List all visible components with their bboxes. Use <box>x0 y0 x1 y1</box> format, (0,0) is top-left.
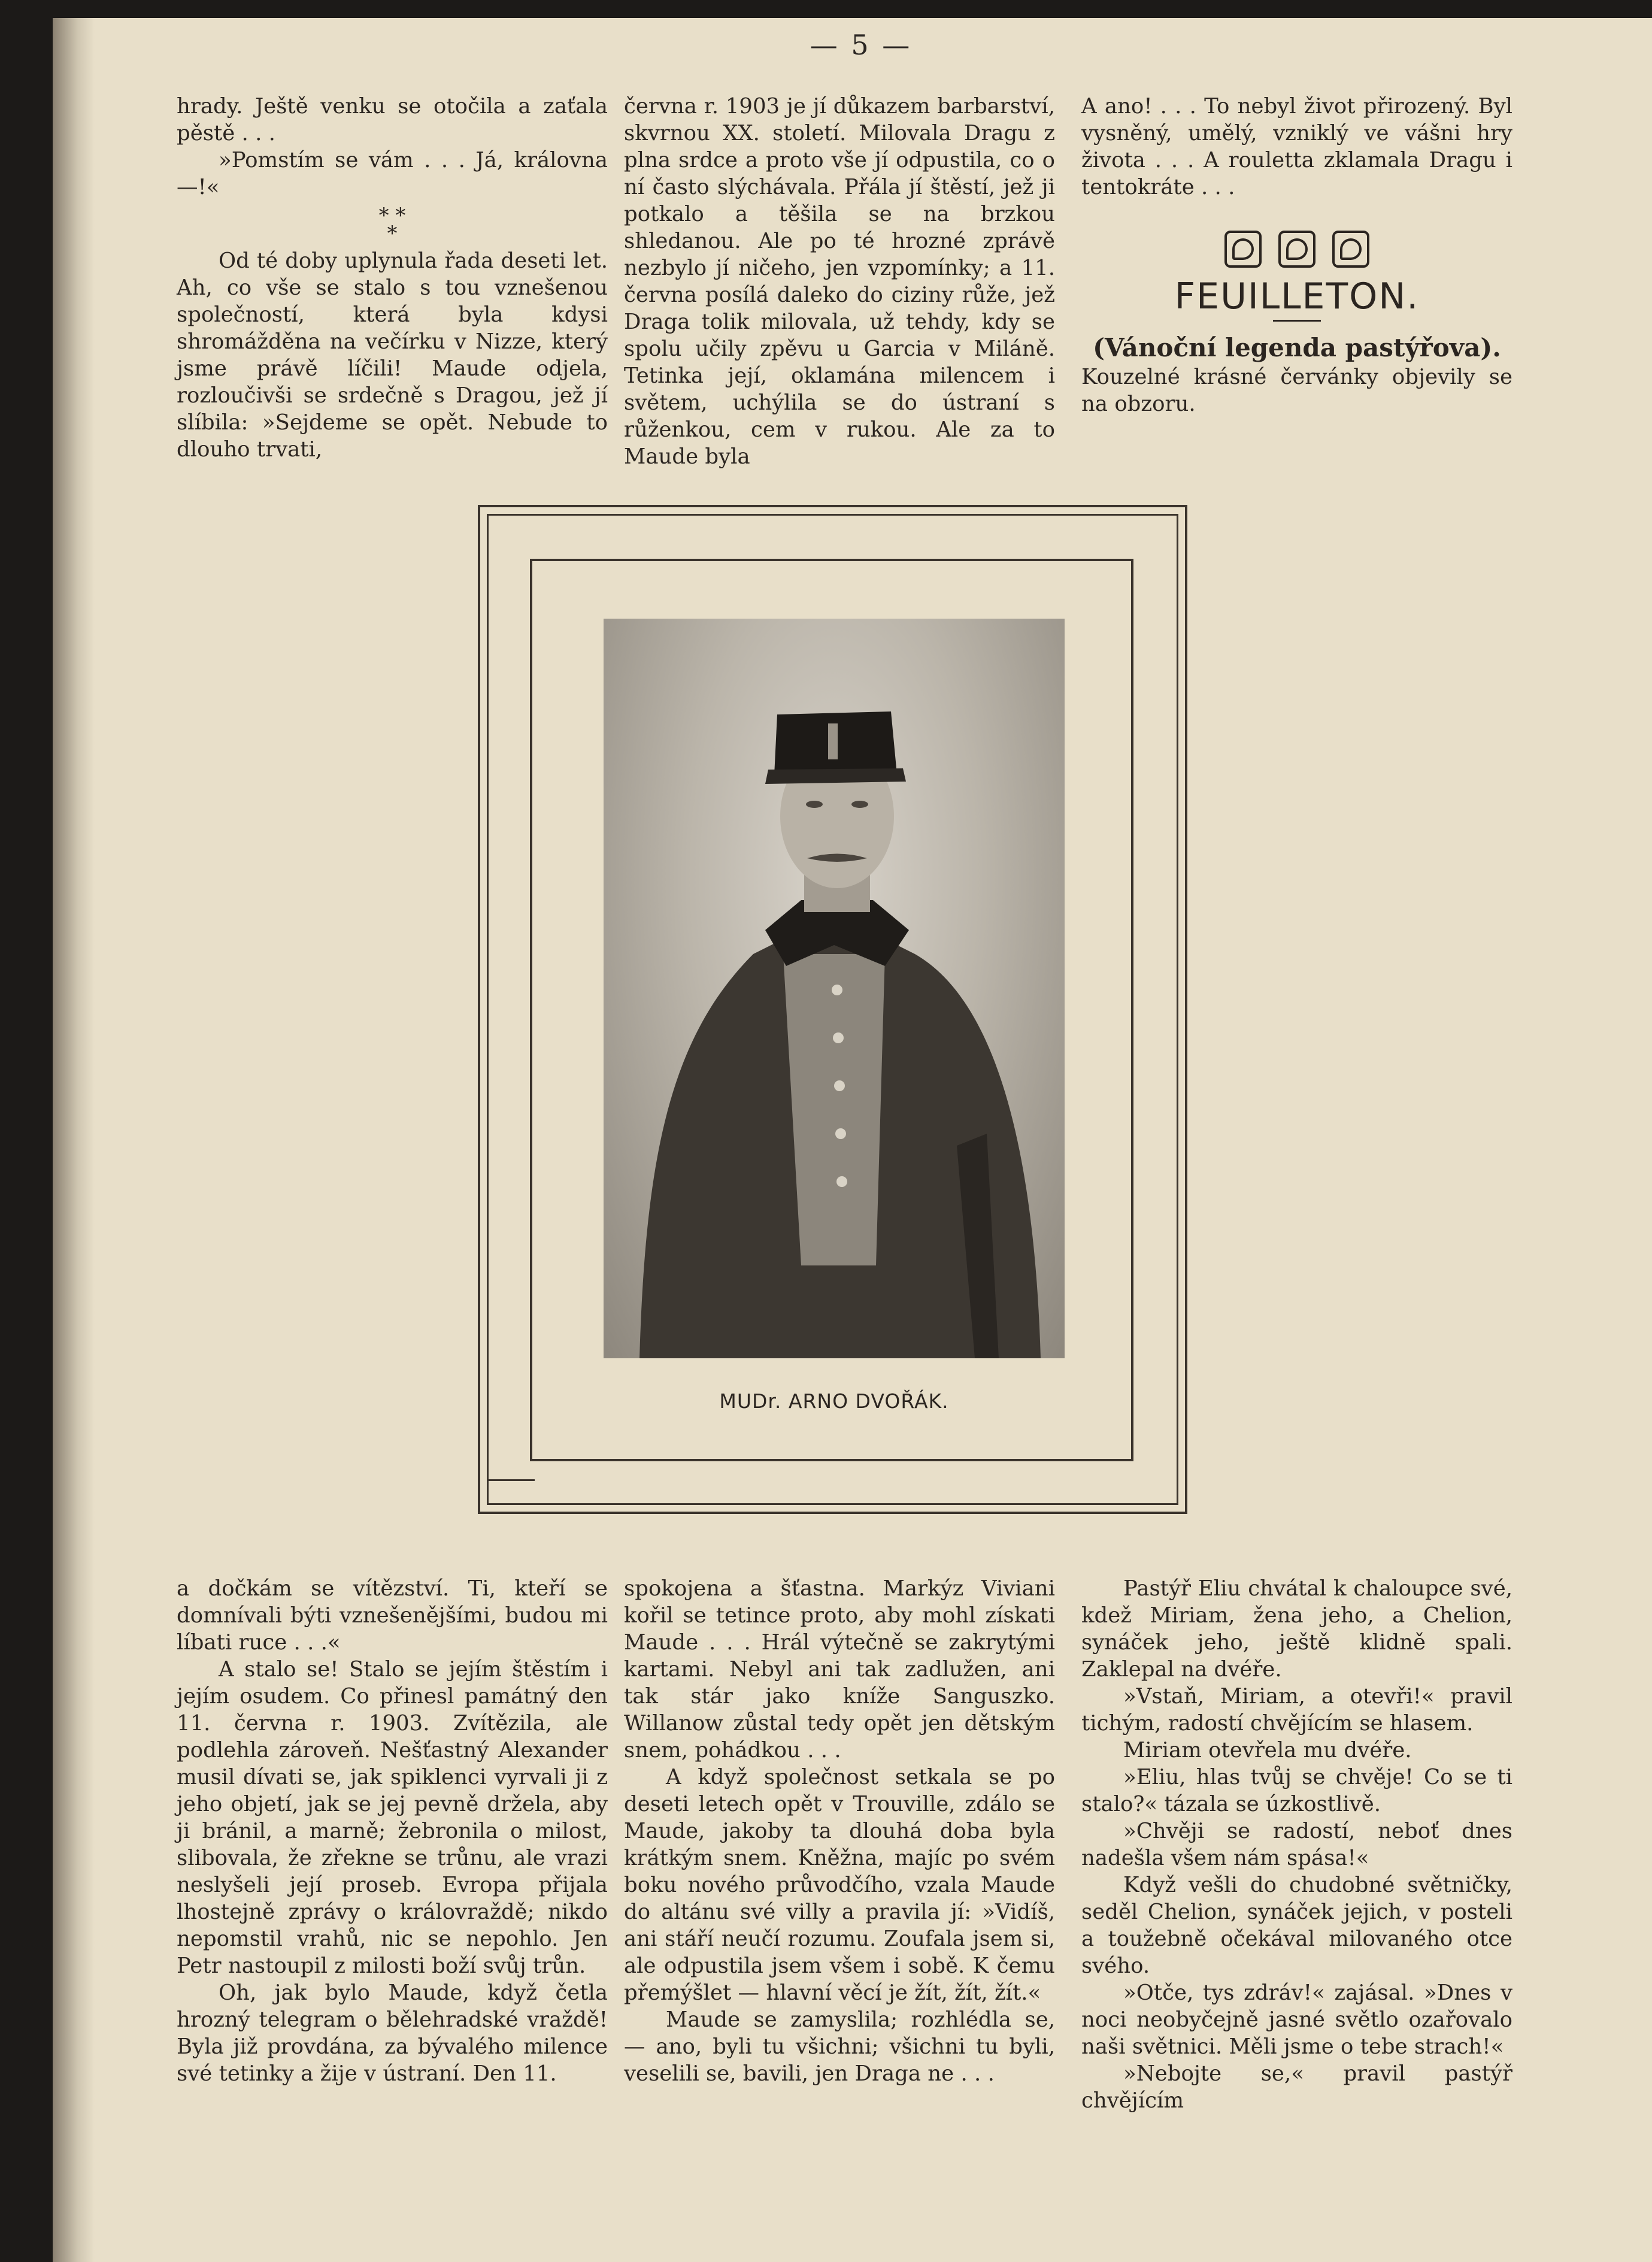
paragraph: »Chvěji se radostí, neboť dnes nadešla všem nám spása!« <box>1081 1819 1512 1870</box>
portrait-caption: MUDr. ARNO DVOŘÁK. <box>719 1389 949 1413</box>
paragraph: A ano! . . . To nebyl život přirozený. Byl vysněný, umělý, vzniklý ve vášni hry života . . . A rouletta zklamala Dragu i tentokráte . . . <box>1081 94 1512 199</box>
newspaper-page <box>53 18 1652 2262</box>
paragraph: Miriam otevřela mu dvéře. <box>1123 1738 1412 1763</box>
binding-gutter <box>53 18 95 2262</box>
asterism-top: * * <box>378 204 406 228</box>
heading-rule <box>1273 320 1321 322</box>
ornament-row <box>1081 231 1512 268</box>
paragraph: a dočkám se vítězství. Ti, kteří se domnívali býti vznešenějšími, budou mi líbati ruce . . .« <box>177 1576 608 1655</box>
paragraph: »Eliu, hlas tvůj se chvěje! Co se ti stalo?« tázala se úzkostlivě. <box>1081 1765 1512 1816</box>
feuilleton-subtitle: (Vánoční legenda pastýřova). <box>1093 333 1501 362</box>
frame-rule <box>487 1479 535 1481</box>
paragraph: Když vešli do chudobné světničky, seděl Chelion, synáček jejich, v posteli a toužebně očekával milovaného otce svého. <box>1081 1873 1512 1978</box>
paragraph: »Nebojte se,« pravil pastýř chvějícím <box>1081 2061 1512 2113</box>
top-column-1 <box>177 93 608 463</box>
ornament-icon <box>1332 231 1369 268</box>
paragraph: Od té doby uplynula řada deseti let. Ah, co vše se stalo s tou vznešenou společností, která byla kdysi shromážděna na večírku v Nizze, který jsme právě líčili! Maude odjela, rozloučivši se srdečně s Dragou, jež jí slíbila: »Sejdeme se opět. Nebude to dlouho trvati, <box>177 249 608 462</box>
paragraph: Maude se zamyslila; rozhlédla se, — ano, byli tu všichni; všichni tu byli, veselili se, bavili, jen Draga ne . . . <box>624 2007 1055 2086</box>
paragraph: »Pomstím se vám . . . Já, královna —!« <box>177 148 608 199</box>
paragraph: A když společnost setkala se po deseti letech opět v Trouville, zdálo se Maude, jakoby ta dlouhá doba byla krátkým snem. Kněžna, majíc po svém boku nového průvodčího, vzala Maude do altánu své villy a pravila jí: »Vidíš, ani stáří neučí rozumu. Zoufala jsem si, ale odpustila jsem všem i sobě. K čemu přemýšlet — hlavní věcí je žít, žít, žít.« <box>624 1765 1055 2005</box>
top-column-3 <box>1081 93 1512 417</box>
asterism <box>177 204 608 246</box>
ornament-icon <box>1224 231 1262 268</box>
paragraph: hrady. Ještě venku se otočila a zaťala pěstě . . . <box>177 94 608 146</box>
paragraph: spokojena a šťastna. Markýz Viviani kořil se tetince proto, aby mohl získati Maude . . . Hrál výtečně se zakrytými kartami. Nebyl ani tak zadlužen, ani tak stár jako kníže Sanguszko. Willanow zůstal tedy opět jen dětským snem, pohádkou . . . <box>624 1576 1055 1763</box>
bottom-column-1 <box>177 1575 608 2087</box>
paragraph: Pastýř Eliu chvátal k chaloupce své, kdež Miriam, žena jeho, a Chelion, synáček jeho, ještě klidně spali. Zaklepal na dvéře. <box>1081 1576 1512 1682</box>
portrait-photo <box>604 619 1065 1358</box>
ornament-icon <box>1278 231 1315 268</box>
paragraph: Kouzelné krásné červánky objevily se na obzoru. <box>1081 365 1512 416</box>
feuilleton-heading: FEUILLETON. <box>1174 275 1420 317</box>
paragraph: června r. 1903 je jí důkazem barbarství, skvrnou XX. století. Milovala Dragu z plna srdce a proto vše jí odpustila, co o ní často slýchávala. Přála jí štěstí, jež ji potkalo a těšila se na brzkou shledanou. Ale po té hrozné zprávě nezbylo jí ničeho, jen vzpomínky; a 11. června posílá daleko do ciziny růže, jež Draga tolik milovala, už tehdy, kdy se spolu učily zpěvu u Garcia v Miláně. Tetinka její, oklamána milencem i světem, uchýlila se do ústraní s růženkou, cem v rukou. Ale za to Maude byla <box>624 94 1055 469</box>
top-column-2 <box>624 93 1055 470</box>
asterism-bottom: * <box>387 222 398 246</box>
bottom-column-3 <box>1081 1575 1512 2114</box>
paragraph: »Vstaň, Miriam, a otevři!« pravil tichým, radostí chvějícím se hlasem. <box>1081 1684 1512 1736</box>
officer-portrait-image <box>604 619 1065 1358</box>
page-number: — 5 — <box>810 29 913 61</box>
paragraph: A stalo se! Stalo se jejím štěstím i jejím osudem. Co přinesl památný den 11. června r. 1903. Zvítězila, ale podlehla zároveň. Nešťastný Alexander musil dívati se, jak spiklenci vyrvali ji z jeho objetí, jak se jej pevně držela, aby ji bránil, a marně; žebronila o milost, slibovala, že zřekne se trůnu, ale vrazi neslyšeli její proseb. Evropa přijala lhostejně zprávy o královraždě; nikdo nepomstil vrahů, nic se nepohlo. Jen Petr nastoupil z milosti boží svůj trůn. <box>177 1657 608 1978</box>
paragraph: Oh, jak bylo Maude, když četla hrozný telegram o bělehradské vraždě! Byla již provdána, za bývalého milence své tetinky a žije v ústraní. Den 11. <box>177 1981 608 2086</box>
bottom-column-2 <box>624 1575 1055 2087</box>
paragraph: »Otče, tys zdráv!« zajásal. »Dnes v noci neobyčejně jasné světlo ozařovalo naši světnici. Měli jsme o tebe strach!« <box>1081 1981 1512 2059</box>
